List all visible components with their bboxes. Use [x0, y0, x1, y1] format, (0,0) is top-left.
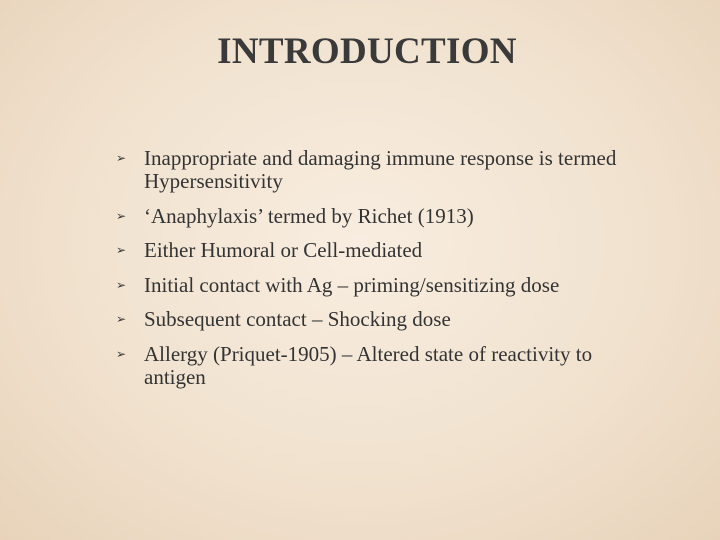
- bullet-text: Inappropriate and damaging immune response is termed Hypersensitivity: [144, 146, 617, 193]
- arrowhead-bullet-icon: ➢: [116, 208, 127, 223]
- bullet-item: [116, 239, 646, 262]
- bullet-text: Initial contact with Ag – priming/sensitizing dose: [144, 272, 560, 297]
- bullet-list: [116, 147, 646, 400]
- bullet-text: Either Humoral or Cell-mediated: [144, 238, 423, 262]
- bullet-item: [116, 343, 646, 389]
- arrowhead-bullet-icon: ➢: [116, 243, 127, 257]
- bullet-text: Allergy (Priquet-1905) – Altered state of reactivity to antigen: [144, 341, 593, 389]
- bullet-text: Subsequent contact – Shocking dose: [144, 307, 451, 331]
- bullet-item: [116, 205, 646, 228]
- arrowhead-bullet-icon: ➢: [116, 346, 127, 361]
- arrowhead-bullet-icon: ➢: [116, 312, 127, 326]
- slide-title: INTRODUCTION: [217, 31, 517, 72]
- arrowhead-bullet-icon: ➢: [116, 151, 127, 165]
- arrowhead-bullet-icon: ➢: [116, 277, 127, 292]
- bullet-item: [116, 308, 646, 331]
- bullet-text: ‘Anaphylaxis’ termed by Richet (1913): [144, 203, 474, 228]
- bullet-item: [116, 147, 646, 193]
- bullet-item: [116, 274, 646, 297]
